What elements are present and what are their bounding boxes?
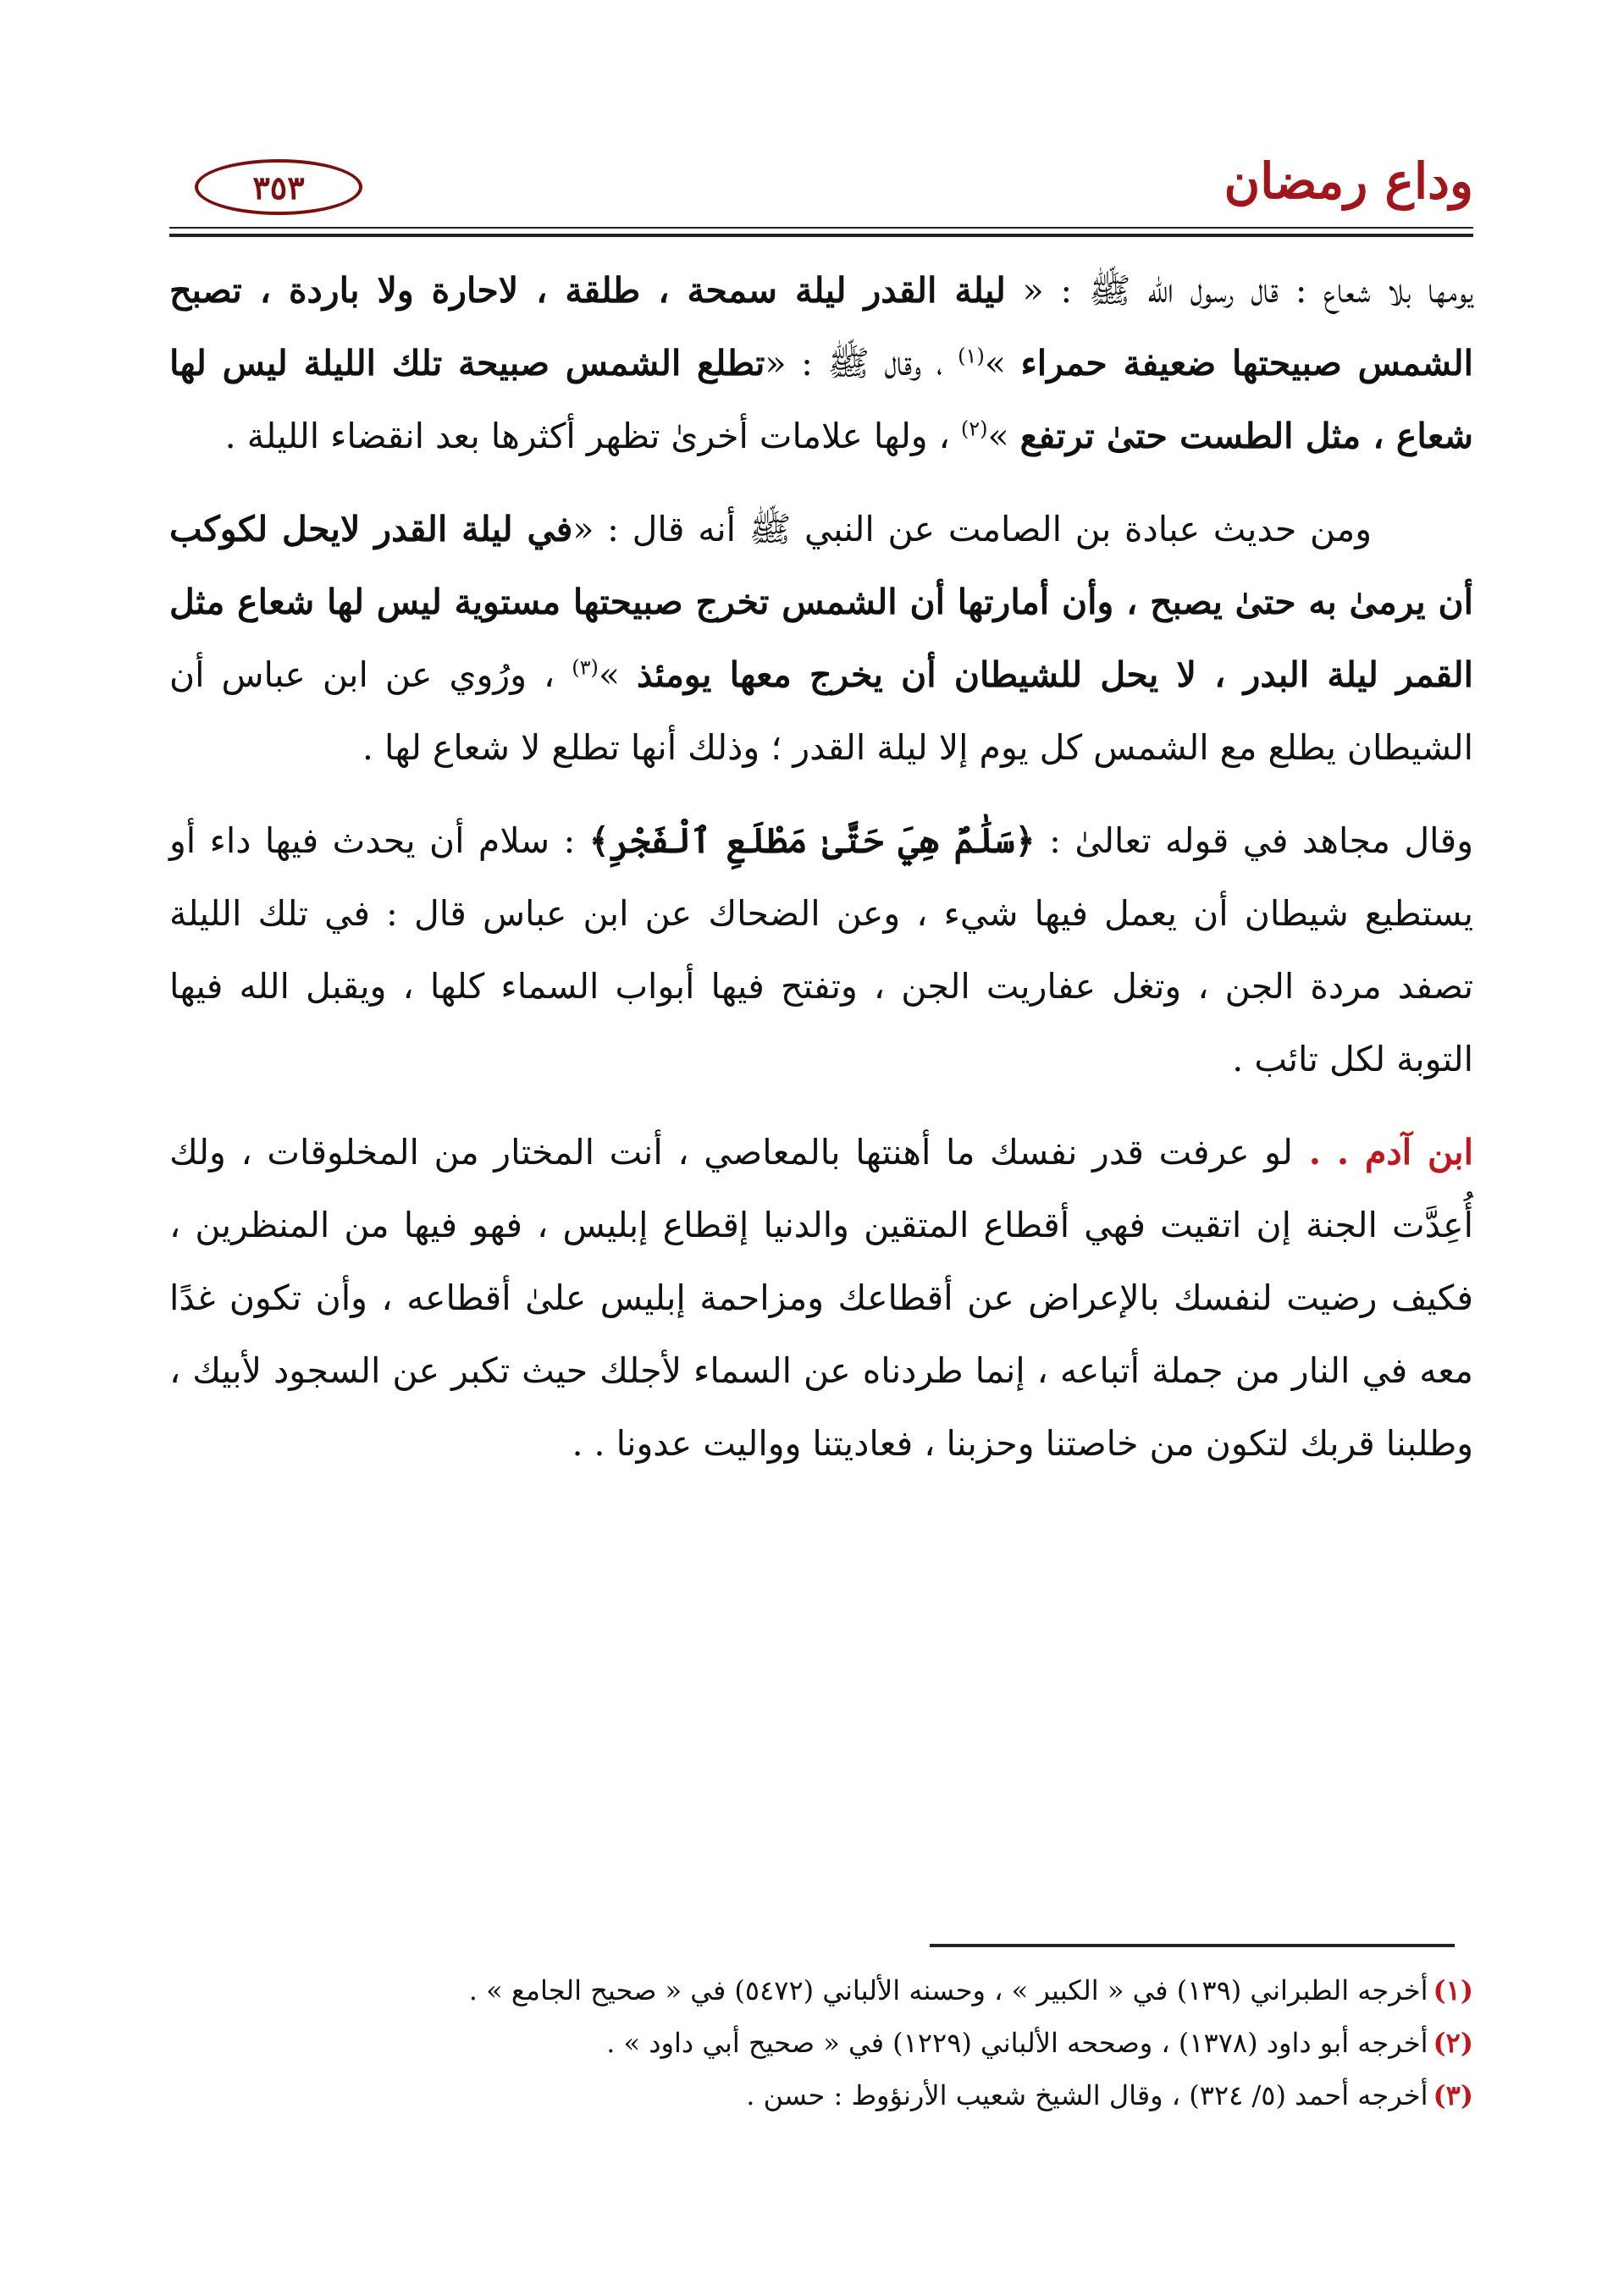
text-segment: : سلام أن یحدث فیها داء أو یستطیع شیطان أن یعمل فیها شيء ، وعن الضحاك عن ابن عباس قال : في تلك اللیلة تصفد مردة الجن ، وتغل عفاریت الجن ، وتفتح فیها أبواب السماء كلها ، ویقبل الله فیها التوبة لكل تائب . [169,820,1473,1079]
page-header [169,144,1473,246]
text-segment: ، ولها علامات أخرىٰ تظهر أكثرها بعد انقضاء اللیلة . [224,416,961,456]
footnote [169,2069,1473,2122]
text-segment: ومن حدیث عبادة بن الصامت عن النبي ﷺ أنه قال : « [572,509,1372,549]
quran-verse: ﴿سَلَٰمٌ هِيَ حَتَّىٰ مَطْلَعِ ٱلْفَجْرِ﴾ [588,820,1036,861]
hadith-quote: تطلع الشمس صبیحة تلك اللیلة لیس لها شعاع ، مثل الطست حتىٰ ترتفع [169,343,1473,456]
paragraph-p1 [169,254,1473,472]
red-lead-in: ابن آدم . . [1292,1132,1473,1173]
paragraph-p2 [169,493,1473,784]
footnote-divider [930,1944,1455,1947]
text-segment: » [987,416,1020,456]
footnote-ref: (٣) [572,655,599,680]
text-segment: یومها بلا شعاع : قال رسول الله ﷺ : « [1005,270,1474,311]
footnote-text: أخرجه أبو داود (١٣٧٨) ، وصححه الألباني (١٢٢٩) في « صحیح أبي داود » . [606,2027,1428,2059]
footnote-ref: (١) [958,344,985,368]
footnote-text: أخرجه الطبراني (١٣٩) في « الكبير » ، وحسنه الألباني (٥٤٧٢) في « صحیح الجامع » . [468,1974,1428,2006]
footnote [169,2017,1473,2069]
footnote-ref: (٢) [960,417,988,441]
paragraph-p3 [169,804,1473,1096]
hadith-quote: في لیلة القدر لایحل لكوكب أن یرمىٰ به حتىٰ یصبح ، وأن أمارتها أن الشمس تخرج صبیحتها مستویة لیس لها شعاع مثل القمر لیلة البدر ، لا یحل للشیطان أن یخرج معها یومئذ [169,509,1473,695]
footnotes-section [169,1964,1473,2122]
page-number-badge: ٣٥٣ [195,159,362,215]
hadith-quote: لیلة القدر لیلة سمحة ، طلقة ، لاحارة ولا باردة ، تصبح الشمس صبیحتها ضعیفة حمراء [169,270,1474,384]
text-segment: » [984,343,1021,384]
text-segment: » [598,654,637,695]
footnote-number: (٣) [1433,2079,1473,2111]
footnote-number: (٢) [1433,2027,1473,2059]
text-segment: ، وقال ﷺ : « [765,343,958,384]
header-divider-thick [169,234,1473,237]
running-title: وداع رمضان [1224,152,1473,210]
text-segment: ، ورُوي عن ابن عباس أن الشیطان یطلع مع الشمس كل یوم إلا لیلة القدر ؛ وذلك أنها تطلع لا شعاع لها . [169,654,1473,768]
header-divider-thin [169,227,1473,229]
footnote-number: (١) [1433,1974,1473,2006]
paragraph-p4 [169,1116,1473,1480]
footnote [169,1964,1473,2017]
footnote-text: أخرجه أحمد (٥/ ٣٢٤) ، وقال الشیخ شعیب الأرنؤوط : حسن . [746,2079,1428,2111]
text-segment: لو عرفت قدر نفسك ما أهنتها بالمعاصي ، أنت المختار من المخلوقات ، ولك أُعِدَّت الجنة إن اتقیت فهي أقطاع المتقین والدنیا إقطاع إبلیس ، فهو فیها من المنظرین ، فكیف رضیت لنفسك بالإعراض عن أقطاعك ومزاحمة إبلیس علىٰ أقطاعه ، وأن تكون غدًا معه في النار من جملة أتباعه ، إنما طردناه عن السماء لأجلك حیث تكبر عن السجود لأبیك ، وطلبنا قربك لتكون من خاصتنا وحزبنا ، فعادیتنا وواليت عدونا . . [169,1132,1473,1464]
main-body-text [169,254,1473,1500]
text-segment: وقال مجاهد في قوله تعالىٰ : [1035,820,1473,861]
